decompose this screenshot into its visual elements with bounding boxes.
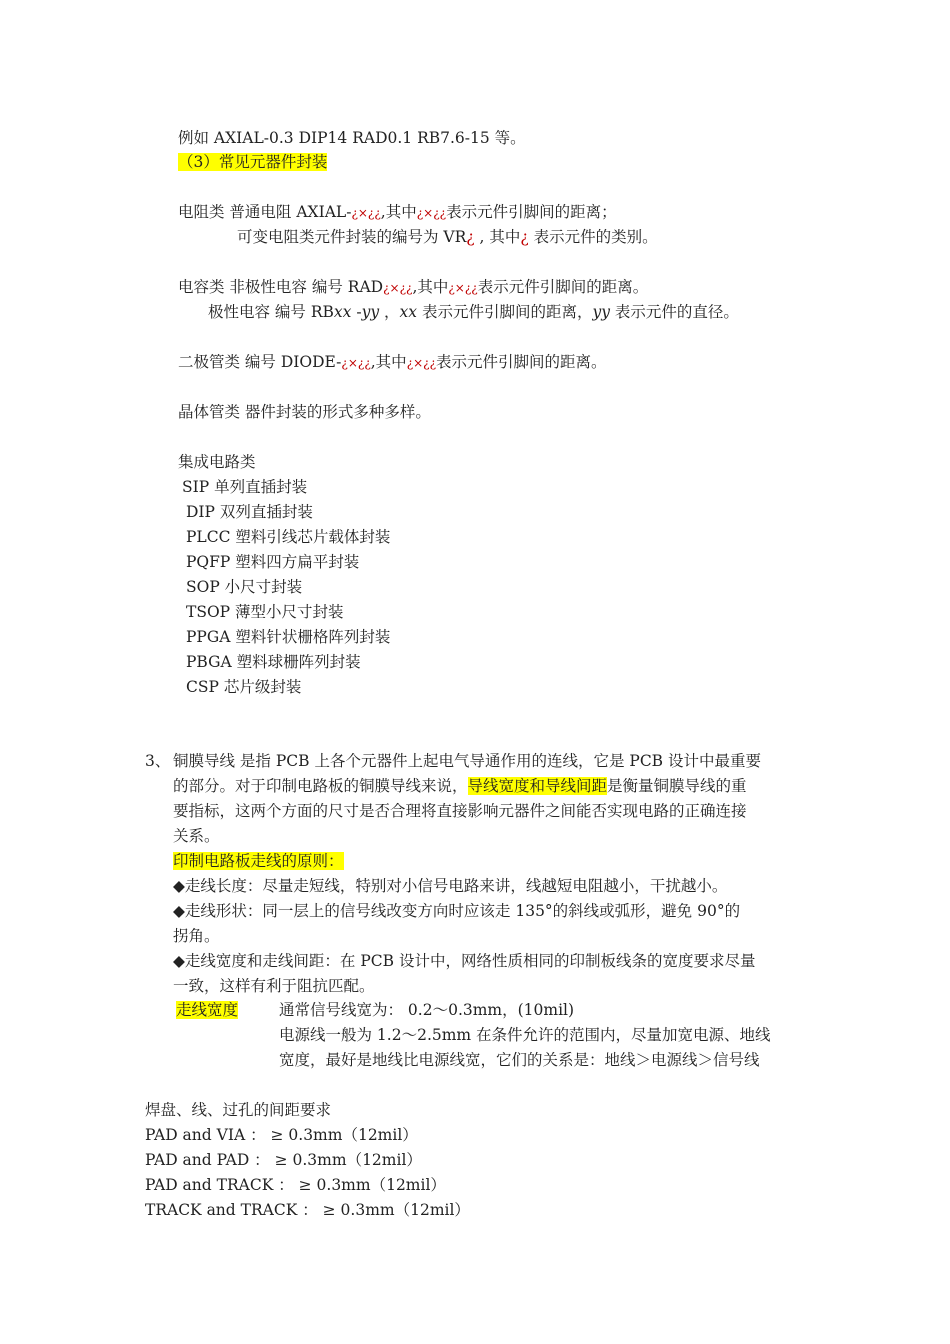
bullet-trace-width-spacing-cont: 一致，这样有利于阻抗匹配。 [173,977,375,995]
spacing-row: PAD and PAD ： ≥ 0.3mm（12mil） [145,1151,422,1169]
capacitor-text: - [351,303,362,321]
placeholder-symbol: ¿×¿¿ [416,206,447,220]
copper-trace-para-line-3: 要指标，这两个方面的尺寸是否合理将直接影响元器件之间能否实现电路的正确连接 [173,802,747,820]
spacing-heading: 焊盘、线、过孔的间距要求 [145,1101,332,1119]
ic-item: SIP 单列直插封装 [182,478,308,496]
placeholder-symbol: ¿×¿¿ [406,356,437,370]
capacitor-line-1 [178,277,648,298]
trace-width-signal: 通常信号线宽为： 0.2～0.3mm，(10mil) [279,1001,575,1019]
capacitor-line-2 [208,302,739,322]
ic-item: PBGA 塑料球栅阵列封装 [186,653,361,671]
resistor-text: 可变电阻类元件封装的编号为 VR [237,228,467,246]
intro-example: 例如 AXIAL-0.3 DIP14 RAD0.1 RB7.6-15 等。 [178,129,526,147]
trace-width-power: 电源线一般为 1.2～2.5mm 在条件允许的范围内，尽量加宽电源、地线 [279,1026,771,1044]
highlighted-heading: （3）常见元器件封装 [178,153,328,171]
transistor-line: 晶体管类 器件封装的形式多种多样。 [178,403,431,421]
variable-yy: yy [592,303,610,321]
ic-item: DIP 双列直插封装 [186,503,313,521]
copper-trace-para-line-2 [173,776,747,796]
capacitor-text: 表示元件的直径。 [609,303,739,321]
highlighted-heading: 印制电路板走线的原则： [173,852,344,870]
diode-text: ,其中 [370,353,407,371]
variable-xx: xx [333,303,352,321]
resistor-line-1 [178,202,617,223]
bullet-trace-shape: ◆走线形状：同一层上的信号线改变方向时应该走 135°的斜线或弧形，避免 90°的 [173,902,741,920]
para-text: 是衡量铜膜导线的重 [607,777,747,795]
capacitor-text: 表示元件引脚间的距离。 [477,278,649,296]
placeholder-symbol: ¿×¿¿ [448,281,478,295]
copper-trace-para-line-1: 铜膜导线 是指 PCB 上各个元器件上起电气导通作用的连线，它是 PCB 设计中最重要 [173,752,761,770]
ic-item: SOP 小尺寸封装 [186,578,303,596]
placeholder-symbol: ¿×¿¿ [383,281,413,295]
para-text: 的部分。对于印制电路板的铜膜导线来说， [173,777,468,795]
variable-xx: xx [399,303,418,321]
placeholder-symbol: ¿ [520,228,529,246]
highlighted-label: 走线宽度 [176,1001,239,1019]
capacitor-text: 电容类 非极性电容 编号 RAD [178,278,384,296]
ic-item: TSOP 薄型小尺寸封装 [186,603,344,621]
resistor-text: 表示元件引脚间的距离； [446,203,617,221]
ic-heading: 集成电路类 [178,453,256,471]
capacitor-text: 极性电容 编号 RB [208,303,334,321]
ic-item: PLCC 塑料引线芯片载体封装 [186,528,391,546]
ic-item: CSP 芯片级封装 [186,678,302,696]
spacing-row: PAD and TRACK ： ≥ 0.3mm（12mil） [145,1176,446,1194]
resistor-text: 表示元件的类别。 [528,228,658,246]
bullet-trace-shape-cont: 拐角。 [173,927,220,945]
capacitor-text: 表示元件引脚间的距离， [417,303,593,321]
copper-trace-para-line-4: 关系。 [173,827,220,845]
trace-width-relation: 宽度，最好是地线比电源线宽，它们的关系是：地线＞电源线＞信号线 [279,1051,760,1069]
placeholder-symbol: ¿×¿¿ [351,206,381,220]
variable-yy: yy [361,303,380,321]
placeholder-symbol: ¿ [466,228,475,246]
principle-heading [173,851,344,871]
highlighted-phrase: 导线宽度和导线间距 [467,777,608,795]
ic-item: PQFP 塑料四方扁平封装 [186,553,360,571]
resistor-text: , 其中 [474,228,521,246]
spacing-row: TRACK and TRACK ： ≥ 0.3mm（12mil） [145,1201,470,1219]
bullet-trace-length: ◆走线长度：尽量走短线，特别对小信号电路来讲，线越短电阻越小，干扰越小。 [173,877,728,895]
trace-width-label [176,1000,238,1020]
section-number: 3、 [145,752,171,770]
section-heading-common-packages [178,152,327,172]
resistor-text: 电阻类 普通电阻 AXIAL- [178,203,352,221]
resistor-line-2 [237,227,658,247]
bullet-trace-width-spacing: ◆走线宽度和走线间距：在 PCB 设计中，网络性质相同的印制板线条的宽度要求尽量 [173,952,756,970]
ic-item: PPGA 塑料针状栅格阵列封装 [186,628,391,646]
diode-text: 二极管类 编号 DIODE- [178,353,342,371]
diode-text: 表示元件引脚间的距离。 [436,353,607,371]
resistor-text: ,其中 [380,203,417,221]
diode-line [178,352,607,373]
spacing-row: PAD and VIA ： ≥ 0.3mm（12mil） [145,1126,418,1144]
placeholder-symbol: ¿×¿¿ [341,356,371,370]
capacitor-text: ,其中 [412,278,449,296]
capacitor-text: ， [379,303,400,321]
